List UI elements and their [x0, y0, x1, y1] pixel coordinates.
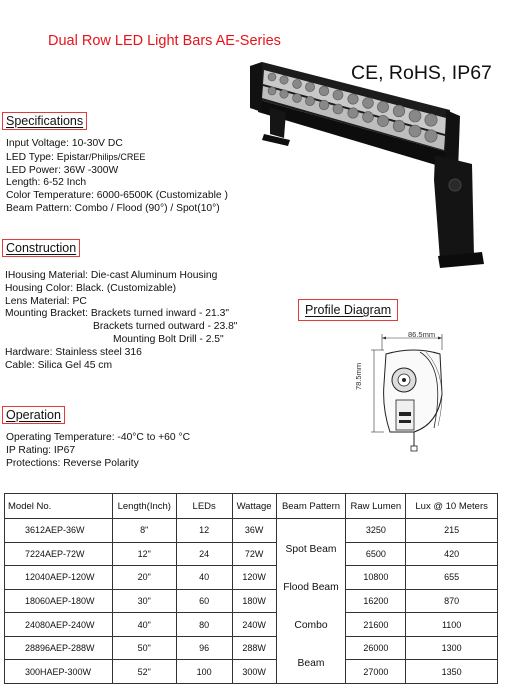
- leds-cell: 40: [176, 566, 232, 590]
- column-header: Length(Inch): [112, 494, 176, 519]
- length-cell: 12": [112, 542, 176, 566]
- document-title: Dual Row LED Light Bars AE-Series: [48, 33, 281, 49]
- wattage-cell: 180W: [232, 589, 276, 613]
- length-cell: 8": [112, 519, 176, 543]
- leds-cell: 100: [176, 660, 232, 684]
- wattage-cell: 300W: [232, 660, 276, 684]
- leds-cell: 60: [176, 589, 232, 613]
- lumen-cell: 26000: [346, 636, 406, 660]
- model-cell: 7224AEP-72W: [5, 542, 113, 566]
- operation-list: [6, 432, 190, 470]
- color-temperature: Color Temperature: 6000-6500K (Customizable ): [6, 190, 228, 202]
- length-cell: 40": [112, 613, 176, 637]
- certifications: CE, RoHS, IP67: [351, 62, 492, 84]
- lumen-cell: 16200: [346, 589, 406, 613]
- table-row: [5, 589, 498, 613]
- model-cell: 300HAEP-300W: [5, 660, 113, 684]
- wattage-cell: 288W: [232, 636, 276, 660]
- profile-height-label: 78.5mm: [354, 362, 363, 390]
- construction-list: [5, 270, 237, 372]
- length-cell: 20": [112, 566, 176, 590]
- length-cell: 30": [112, 589, 176, 613]
- housing-material: IHousing Material: Die-cast Aluminum Housing: [5, 270, 218, 281]
- column-header: Model No.: [5, 494, 113, 519]
- lux-cell: 655: [406, 566, 498, 590]
- table-row: [5, 566, 498, 590]
- leds-cell: 80: [176, 613, 232, 637]
- wattage-cell: 120W: [232, 566, 276, 590]
- wattage-cell: 240W: [232, 613, 276, 637]
- leds-cell: 12: [176, 519, 232, 543]
- leds-cell: 24: [176, 542, 232, 566]
- lumen-cell: 27000: [346, 660, 406, 684]
- table-row: [5, 613, 498, 637]
- profile-diagram: [368, 328, 458, 463]
- lumen-cell: 10800: [346, 566, 406, 590]
- mounting-bolt: Mounting Bolt Drill - 2.5": [113, 333, 224, 345]
- table-row: [5, 636, 498, 660]
- model-cell: 24080AEP-240W: [5, 613, 113, 637]
- wattage-cell: 36W: [232, 519, 276, 543]
- model-cell: 12040AEP-120W: [5, 566, 113, 590]
- mounting-bracket: Mounting Bracket: Brackets turned inward - 21.3": [5, 308, 230, 320]
- lux-cell: 1100: [406, 613, 498, 637]
- beam-combo: Combo Beam: [294, 620, 328, 669]
- beam-flood: Flood Beam: [283, 582, 339, 593]
- table-header-row: [5, 494, 498, 519]
- lumen-cell: 6500: [346, 542, 406, 566]
- led-type-suffix: /Philips/CREE: [88, 151, 146, 162]
- model-table: [4, 493, 498, 684]
- housing-color: Housing Color: Black. (Customizable): [5, 282, 177, 294]
- cable: Cable: Silica Gel 45 cm: [5, 359, 113, 371]
- beam-spot: Spot Beam: [285, 544, 337, 555]
- column-header: Lux @ 10 Meters: [406, 494, 498, 519]
- column-header: Raw Lumen: [346, 494, 406, 519]
- beam-pattern: Beam Pattern: Combo / Flood (90°) / Spot(10°): [6, 202, 220, 214]
- operation-heading: Operation: [2, 406, 65, 424]
- lux-cell: 215: [406, 519, 498, 543]
- input-voltage: Input Voltage: 10-30V DC: [6, 138, 123, 149]
- led-power: LED Power: 36W -300W: [6, 164, 119, 176]
- beam-pattern-cell: [276, 519, 346, 684]
- column-header: Wattage: [232, 494, 276, 519]
- lux-cell: 420: [406, 542, 498, 566]
- table-row: [5, 519, 498, 543]
- hardware: Hardware: Stainless steel 316: [5, 346, 142, 358]
- length: Length: 6-52 Inch: [6, 177, 87, 189]
- table-row: [5, 660, 498, 684]
- specifications-list: [6, 138, 228, 216]
- lumen-cell: 21600: [346, 613, 406, 637]
- led-type: [6, 151, 228, 165]
- ip-rating: IP Rating: IP67: [6, 444, 76, 456]
- column-header: Beam Pattern: [276, 494, 346, 519]
- model-cell: 28896AEP-288W: [5, 636, 113, 660]
- column-header: LEDs: [176, 494, 232, 519]
- length-cell: 52": [112, 660, 176, 684]
- brackets-outward: Brackets turned outward - 23.8": [93, 321, 238, 333]
- lumen-cell: 3250: [346, 519, 406, 543]
- leds-cell: 96: [176, 636, 232, 660]
- lens-material: Lens Material: PC: [5, 295, 87, 307]
- protections: Protections: Reverse Polarity: [6, 457, 139, 469]
- specifications-heading: Specifications: [2, 112, 87, 130]
- operating-temperature: Operating Temperature: -40°C to +60 °C: [6, 432, 191, 443]
- profile-width-label: 86.5mm: [408, 330, 436, 339]
- led-light-bar-image: [250, 60, 505, 270]
- length-cell: 50": [112, 636, 176, 660]
- profile-diagram-heading: Profile Diagram: [298, 299, 398, 321]
- wattage-cell: 72W: [232, 542, 276, 566]
- lux-cell: 1300: [406, 636, 498, 660]
- model-cell: 3612AEP-36W: [5, 519, 113, 543]
- construction-heading: Construction: [2, 239, 80, 257]
- model-cell: 18060AEP-180W: [5, 589, 113, 613]
- table-row: [5, 542, 498, 566]
- lux-cell: 1350: [406, 660, 498, 684]
- led-type-prefix: LED Type: Epistar: [6, 151, 89, 163]
- lux-cell: 870: [406, 589, 498, 613]
